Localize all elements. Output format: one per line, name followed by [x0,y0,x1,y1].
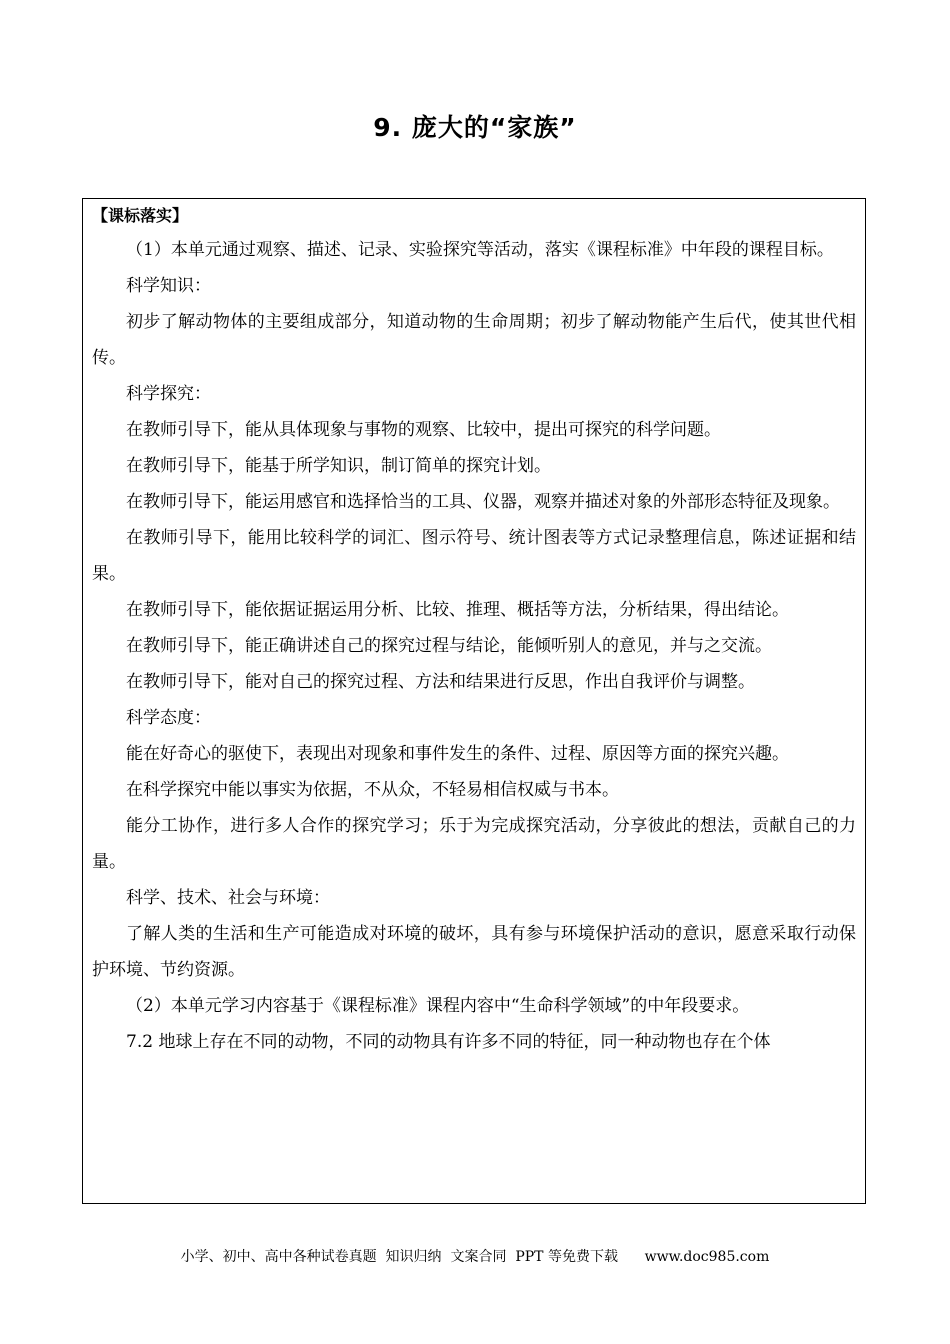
paragraph-list [92,232,856,1060]
paragraph: 能分工协作，进行多人合作的探究学习；乐于为完成探究活动，分享彼此的想法，贡献自己的力量。 [92,816,856,872]
paragraph: 了解人类的生活和生产可能造成对环境的破坏，具有参与环境保护活动的意识，愿意采取行动保护环境、节约资源。 [92,924,856,980]
paragraph: 能在好奇心的驱使下，表现出对现象和事件发生的条件、过程、原因等方面的探究兴趣。 [126,744,789,764]
subheading-science-attitude: 科学态度： [126,708,211,728]
paragraph-content-basis: （2）本单元学习内容基于《课程标准》课程内容中“生命科学领域”的中年段要求。 [126,996,750,1016]
paragraph: 在教师引导下，能正确讲述自己的探究过程与结论，能倾听别人的意见，并与之交流。 [126,636,772,656]
section-heading: 【课标落实】 [92,206,189,225]
subheading-science-inquiry: 科学探究： [126,384,211,404]
content-box [82,198,866,1204]
paragraph: 在教师引导下，能依据证据运用分析、比较、推理、概括等方法，分析结果，得出结论。 [126,600,789,620]
paragraph: 在教师引导下，能基于所学知识，制订简单的探究计划。 [126,456,551,476]
paragraph: 在教师引导下，能从具体现象与事物的观察、比较中，提出可探究的科学问题。 [126,420,721,440]
paragraph-standard-7-2: 7.2 地球上存在不同的动物，不同的动物具有许多不同的特征，同一种动物也存在个体 [126,1032,771,1052]
paragraph: 在教师引导下，能运用感官和选择恰当的工具、仪器，观察并描述对象的外部形态特征及现象。 [126,492,840,512]
paragraph: 在科学探究中能以事实为依据，不从众，不轻易相信权威与书本。 [126,780,619,800]
paragraph: 在教师引导下，能用比较科学的词汇、图示符号、统计图表等方式记录整理信息，陈述证据和结果。 [92,528,856,584]
paragraph: 初步了解动物体的主要组成部分，知道动物的生命周期；初步了解动物能产生后代，使其世代相传。 [92,312,856,368]
content-box-inner [83,199,865,1060]
page-title: 9. 庞大的“家族” [373,113,577,142]
paragraph: 在教师引导下，能对自己的探究过程、方法和结果进行反思，作出自我评价与调整。 [126,672,755,692]
subheading-stse: 科学、技术、社会与环境： [126,888,330,908]
footer-note: 小学、初中、高中各种试卷真题 知识归纳 文案合同 PPT 等免费下载 www.doc985.com [180,1249,770,1265]
subheading-science-knowledge: 科学知识： [126,276,211,296]
paragraph-intro: （1）本单元通过观察、描述、记录、实验探究等活动，落实《课程标准》中年段的课程目标。 [126,240,834,260]
